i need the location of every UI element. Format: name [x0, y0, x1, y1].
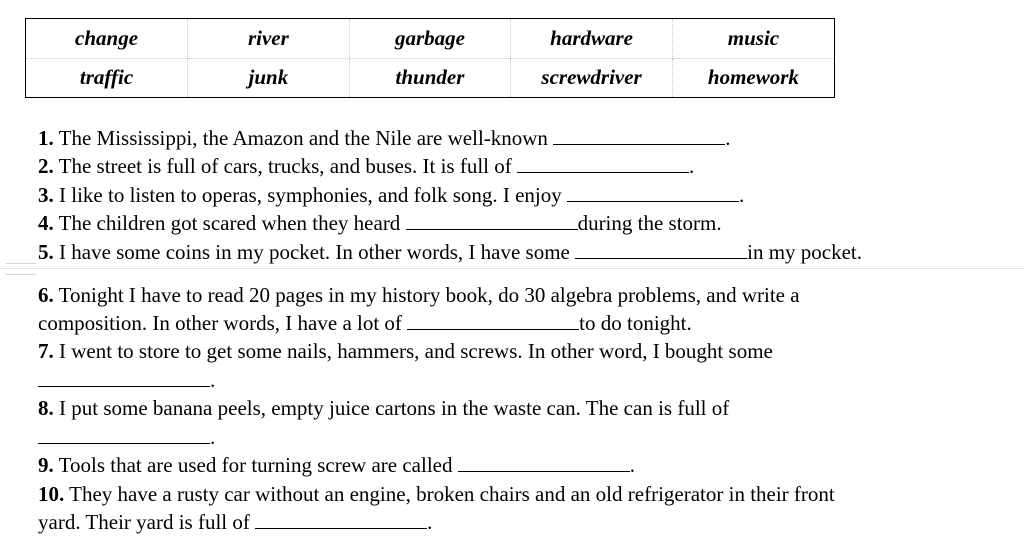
word-bank-table: [25, 18, 835, 98]
question-10-continued: [38, 508, 432, 536]
question-end: .: [739, 183, 745, 207]
question-6: [38, 281, 800, 309]
word-bank-cell: hardware: [511, 19, 673, 58]
question-end: to do tonight.: [579, 311, 692, 335]
section-divider: [0, 268, 1024, 269]
answer-blank[interactable]: [255, 510, 427, 529]
question-1: [38, 124, 730, 152]
question-text: I like to listen to operas, symphonies, and folk song. I enjoy: [53, 183, 568, 207]
question-text: Tonight I have to read 20 pages in my history book, do 30 algebra problems, and write a: [53, 283, 800, 307]
question-number: 3.: [38, 183, 54, 207]
word-bank-cell: river: [188, 19, 350, 58]
question-end: .: [210, 425, 216, 449]
question-number: 7.: [38, 339, 54, 363]
question-9: [38, 451, 635, 479]
question-number: 1.: [38, 126, 54, 150]
question-end: .: [725, 126, 731, 150]
question-text: I have some coins in my pocket. In other words, I have some: [53, 240, 576, 264]
word-bank-cell: homework: [672, 58, 834, 97]
question-8-continued: [38, 423, 215, 451]
answer-blank[interactable]: [517, 154, 689, 173]
question-text: The Mississippi, the Amazon and the Nile are well-known: [53, 126, 554, 150]
question-text: I went to store to get some nails, hammers, and screws. In other word, I bought some: [53, 339, 773, 363]
answer-blank[interactable]: [575, 240, 747, 259]
question-number: 8.: [38, 396, 54, 420]
question-text: The street is full of cars, trucks, and buses. It is full of: [53, 154, 518, 178]
question-end: .: [427, 510, 433, 534]
question-number: 6.: [38, 283, 54, 307]
word-bank-row: [26, 58, 834, 97]
word-bank-cell: music: [672, 19, 834, 58]
word-bank-cell: change: [26, 19, 188, 58]
question-end: .: [210, 368, 216, 392]
question-text: Tools that are used for turning screw are called: [53, 453, 458, 477]
question-2: [38, 152, 694, 180]
question-number: 10.: [38, 482, 65, 506]
word-bank-cell: junk: [188, 58, 350, 97]
question-number: 5.: [38, 240, 54, 264]
question-3: [38, 181, 744, 209]
section-marker: [6, 263, 36, 275]
question-text: They have a rusty car without an engine, broken chairs and an old refrigerator in their front: [64, 482, 835, 506]
question-text: The children got scared when they heard: [53, 211, 406, 235]
question-5: [38, 238, 862, 266]
question-text: composition. In other words, I have a lot of: [38, 311, 408, 335]
answer-blank[interactable]: [567, 183, 739, 202]
word-bank-cell: garbage: [349, 19, 511, 58]
answer-blank[interactable]: [458, 453, 630, 472]
question-end: .: [689, 154, 695, 178]
question-4: [38, 209, 722, 237]
question-number: 2.: [38, 154, 54, 178]
answer-blank[interactable]: [553, 126, 725, 145]
question-7-continued: [38, 366, 215, 394]
question-6-continued: [38, 309, 692, 337]
question-10: [38, 480, 835, 508]
word-bank-cell: thunder: [349, 58, 511, 97]
question-number: 9.: [38, 453, 54, 477]
question-7: [38, 337, 773, 365]
question-number: 4.: [38, 211, 54, 235]
answer-blank[interactable]: [406, 211, 578, 230]
question-end: .: [629, 453, 635, 477]
question-text: yard. Their yard is full of: [38, 510, 256, 534]
question-8: [38, 394, 729, 422]
question-end: in my pocket.: [747, 240, 863, 264]
answer-blank[interactable]: [38, 368, 210, 387]
word-bank-cell: traffic: [26, 58, 188, 97]
word-bank-row: [26, 19, 834, 58]
word-bank-cell: screwdriver: [511, 58, 673, 97]
answer-blank[interactable]: [38, 425, 210, 444]
question-text: I put some banana peels, empty juice cartons in the waste can. The can is full of: [53, 396, 730, 420]
answer-blank[interactable]: [407, 311, 579, 330]
question-end: during the storm.: [577, 211, 722, 235]
